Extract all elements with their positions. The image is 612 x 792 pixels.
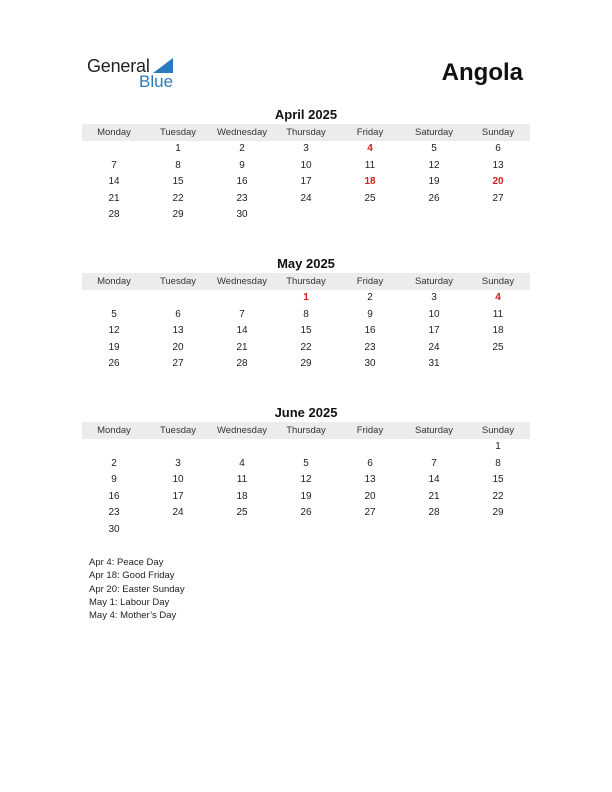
date-cell: 29 (492, 507, 504, 518)
week-row (82, 505, 530, 522)
week-row (82, 191, 530, 208)
week-row (82, 456, 530, 473)
date-cell: 25 (236, 507, 248, 518)
date-cell: 12 (300, 474, 312, 485)
date-cell: 2 (111, 457, 117, 469)
date-cell: 2 (239, 143, 245, 154)
date-cell: 21 (236, 341, 248, 353)
weekday-label: Tuesday (159, 425, 197, 436)
weekday-label: Saturday (414, 276, 454, 287)
date-cell: 1 (495, 441, 501, 452)
weekday-label: Tuesday (159, 276, 197, 287)
weekday-header (82, 273, 530, 290)
date-cell (210, 290, 274, 307)
weekday-label: Friday (356, 425, 384, 436)
date-cell: 28 (428, 507, 440, 518)
date-cell: 16 (364, 325, 376, 336)
holiday-item: Apr 20: Easter Sunday (89, 583, 185, 595)
date-cell (402, 207, 466, 224)
weekday-label: Sunday (481, 425, 515, 436)
holiday-date-cell: 20 (492, 176, 504, 187)
date-cell: 20 (364, 490, 376, 502)
weekday-label: Thursday (286, 425, 326, 436)
date-cell (82, 439, 146, 456)
weekday-label: Saturday (414, 127, 454, 138)
date-cell: 23 (364, 341, 376, 353)
month-title: April 2025 (274, 107, 338, 122)
date-cell: 22 (172, 192, 184, 204)
weekday-label: Thursday (286, 276, 326, 287)
week-row (82, 174, 530, 191)
date-cell: 19 (300, 490, 312, 502)
date-cell (274, 207, 338, 224)
weekday-label: Wednesday (217, 127, 267, 138)
date-cell: 18 (492, 325, 504, 336)
date-cell: 9 (367, 308, 373, 320)
date-cell (210, 522, 274, 539)
date-cell: 20 (172, 341, 184, 353)
holiday-date-cell: 4 (367, 143, 373, 154)
week-row (82, 290, 530, 307)
date-cell: 17 (428, 325, 440, 336)
date-cell (146, 290, 210, 307)
date-cell: 14 (108, 176, 120, 187)
date-cell: 15 (492, 474, 504, 485)
date-cell: 29 (172, 209, 184, 220)
date-cell: 4 (239, 457, 245, 469)
date-cell: 22 (492, 490, 504, 502)
date-cell: 13 (172, 325, 184, 336)
holiday-item: May 4: Mother’s Day (89, 610, 177, 622)
date-cell: 23 (108, 507, 120, 518)
date-cell: 7 (239, 308, 245, 320)
date-cell: 8 (303, 308, 309, 320)
date-cell: 12 (108, 325, 120, 336)
date-cell: 30 (108, 523, 120, 535)
date-cell: 21 (428, 490, 440, 502)
weekday-label: Sunday (481, 127, 515, 138)
date-cell: 5 (303, 457, 309, 469)
week-row (82, 340, 530, 357)
date-cell: 16 (236, 176, 248, 187)
week-row (82, 472, 530, 489)
date-cell: 28 (236, 358, 248, 369)
date-cell: 23 (236, 192, 248, 204)
date-cell (338, 522, 402, 539)
week-row (82, 307, 530, 324)
date-cell: 9 (111, 474, 117, 485)
date-cell: 17 (300, 176, 312, 187)
weekday-label: Friday (356, 276, 384, 287)
holiday-date-cell: 4 (495, 292, 501, 303)
date-cell (402, 522, 466, 539)
weekday-label: Tuesday (159, 127, 197, 138)
date-cell: 24 (428, 341, 440, 353)
date-cell: 3 (303, 143, 309, 154)
logo (87, 56, 187, 92)
weekday-label: Monday (97, 127, 131, 138)
date-cell (466, 207, 530, 224)
date-cell: 27 (364, 507, 376, 518)
date-cell: 25 (364, 192, 376, 204)
date-cell (146, 522, 210, 539)
logo-text-blue: Blue (139, 72, 174, 91)
holiday-list (89, 556, 185, 622)
date-cell: 10 (300, 159, 312, 171)
weekday-label: Monday (97, 425, 131, 436)
holiday-date-cell: 18 (364, 176, 376, 187)
date-cell: 10 (172, 474, 184, 485)
date-cell: 8 (175, 159, 181, 171)
date-cell: 30 (236, 209, 248, 220)
date-cell: 16 (108, 490, 120, 502)
date-cell: 19 (428, 176, 440, 187)
date-cell: 19 (108, 341, 120, 353)
weekday-header (82, 124, 530, 141)
date-cell (274, 522, 338, 539)
holiday-date-cell: 1 (303, 292, 309, 303)
week-row (82, 141, 530, 158)
date-cell (82, 141, 146, 158)
weekday-label: Sunday (481, 276, 515, 287)
month-april (82, 107, 530, 224)
month-may (82, 256, 530, 373)
weekday-label: Saturday (414, 425, 454, 436)
date-cell: 9 (239, 159, 245, 171)
date-cell: 2 (367, 292, 373, 303)
date-cell: 7 (111, 159, 117, 171)
date-cell: 22 (300, 341, 312, 353)
date-cell: 14 (428, 474, 440, 485)
week-row (82, 439, 530, 456)
week-row (82, 323, 530, 340)
weekday-label: Thursday (286, 127, 326, 138)
logo-text-general: General (87, 56, 150, 76)
date-cell: 3 (431, 292, 437, 303)
date-cell: 25 (492, 341, 504, 353)
date-cell: 8 (495, 457, 501, 469)
date-cell: 18 (236, 490, 248, 502)
date-cell: 15 (172, 176, 184, 187)
date-cell: 10 (428, 308, 440, 320)
week-row (82, 158, 530, 175)
weekday-label: Friday (356, 127, 384, 138)
date-cell: 31 (428, 358, 440, 369)
logo-triangle-icon (153, 58, 173, 73)
date-cell: 26 (428, 192, 440, 204)
date-cell: 11 (492, 308, 504, 320)
holiday-item: May 1: Labour Day (89, 596, 170, 608)
month-title: June 2025 (274, 405, 338, 420)
weekday-header (82, 422, 530, 439)
date-cell: 15 (300, 325, 312, 336)
date-cell: 13 (364, 474, 376, 485)
date-cell (338, 439, 402, 456)
month-title: May 2025 (277, 256, 335, 271)
date-cell (274, 439, 338, 456)
date-cell (466, 522, 530, 539)
month-june (82, 405, 530, 538)
date-cell: 21 (108, 192, 120, 204)
date-cell: 6 (495, 143, 501, 154)
date-cell: 14 (236, 325, 248, 336)
date-cell (338, 207, 402, 224)
weekday-label: Monday (97, 276, 131, 287)
date-cell: 11 (364, 159, 376, 171)
date-cell: 5 (431, 143, 437, 154)
date-cell (402, 439, 466, 456)
date-cell: 5 (111, 308, 117, 320)
weekday-label: Wednesday (217, 276, 267, 287)
date-cell: 1 (175, 143, 181, 154)
date-cell: 7 (431, 457, 437, 469)
date-cell: 27 (492, 192, 504, 204)
date-cell (466, 356, 530, 373)
date-cell: 27 (172, 358, 184, 369)
week-row (82, 489, 530, 506)
date-cell: 24 (172, 507, 184, 518)
date-cell: 29 (300, 358, 312, 369)
date-cell: 17 (172, 490, 184, 502)
date-cell (146, 439, 210, 456)
holiday-item: Apr 18: Good Friday (89, 570, 175, 582)
date-cell: 3 (175, 457, 181, 469)
date-cell: 6 (175, 308, 181, 320)
week-row (82, 356, 530, 373)
country-title: Angola (441, 59, 523, 86)
date-cell: 12 (428, 159, 440, 171)
date-cell (82, 290, 146, 307)
week-row (82, 207, 530, 224)
date-cell: 6 (367, 457, 373, 469)
date-cell: 28 (108, 209, 120, 220)
date-cell: 24 (300, 192, 312, 204)
holiday-item: Apr 4: Peace Day (89, 557, 164, 568)
date-cell: 30 (364, 358, 376, 369)
week-row (82, 522, 530, 539)
weekday-label: Wednesday (217, 425, 267, 436)
date-cell: 11 (236, 474, 248, 485)
date-cell: 26 (108, 358, 120, 369)
date-cell: 26 (300, 507, 312, 518)
date-cell: 13 (492, 159, 504, 171)
date-cell (210, 439, 274, 456)
